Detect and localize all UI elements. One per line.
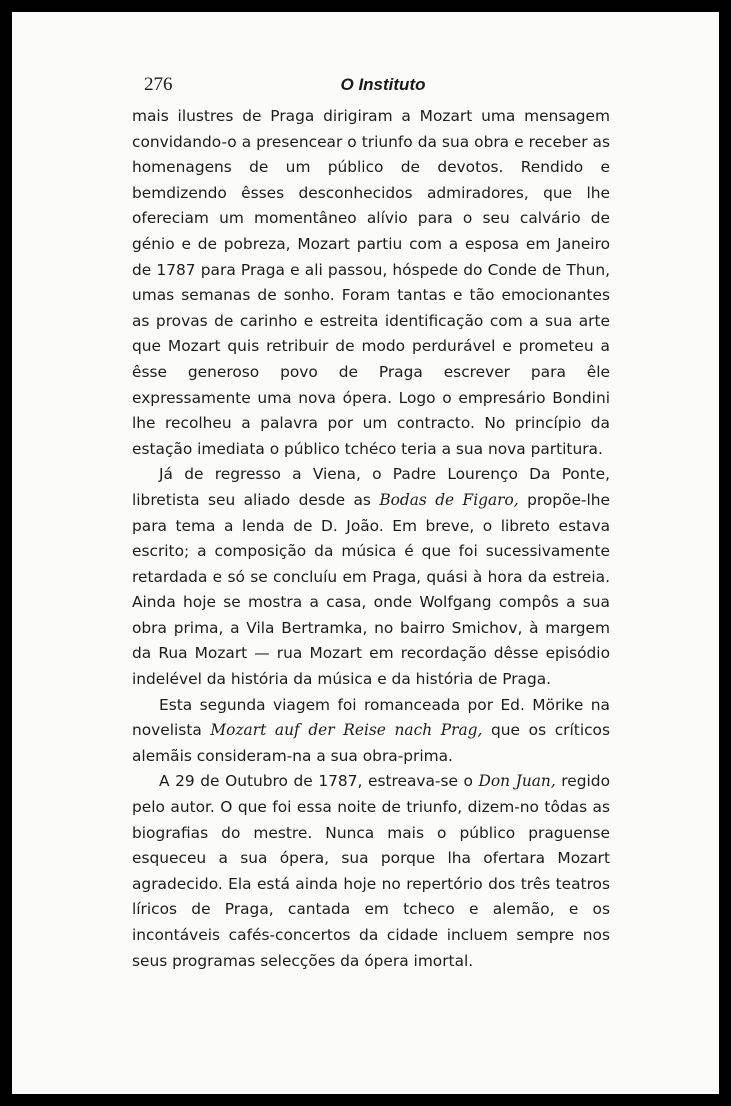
article-body [132,104,610,974]
paragraph-4-text-a: A 29 de Outubro de 1787, estreava-se o [159,772,479,791]
paragraph-3-text-b: que os críticos alemãis consideram-na a sua obra-prima. [132,721,610,765]
running-head [144,74,622,104]
paragraph-3-text-a: Esta segunda viagem foi romanceada por Ed. Mörike na novelista [132,695,610,740]
work-title-mozart-auf-der-reise: Mozart auf der Reise nach Prag, [210,721,483,740]
paragraph-2-text-b: propõe-lhe para tema a lenda de D. João. Em breve, o libreto estava escrito; a composição da música é que foi sucessivamente retardada e só se concluíu em Praga, quási à hora da estreia. Ainda hoje se mostra a casa, onde Wolfgang compôs a sua obra prima, a Vila Bertramka, no bairro Smichov, à margem da Rua Mozart — rua Mozart em recordação dêsse episódio indelével da história da música e da história de Praga. [132,490,610,689]
paragraph-4 [132,769,610,974]
paragraph-1 [132,104,610,462]
paragraph-2 [132,462,610,692]
paragraph-1-text: mais ilustres de Praga dirigiram a Mozart uma mensagem convidando-o a presencear o triunfo da sua obra e receber as homenagens de um público de devotos. Rendido e bemdizendo êsses desconhecidos admiradores, que lhe ofereciam um momentâneo alívio para o seu calvário de génio e de pobreza, Mozart partiu com a esposa em Janeiro de 1787 para Praga e ali passou, hóspede do Conde de Thun, umas semanas de sonho. Foram tantas e tão emocionantes as provas de carinho e estreita identificação com a sua arte que Mozart quis retribuir de modo perdurável e prometeu a êsse generoso povo de Praga escrever para êle expressamente uma nova ópera. Logo o empresário Bondini lhe recolheu a palavra por um contracto. No princípio da estação imediata o público tchéco teria a sua nova partitura. [132,107,610,458]
paragraph-3 [132,693,610,770]
journal-title: O Instituto [340,75,426,94]
work-title-bodas-de-figaro: Bodas de Figaro, [379,490,519,509]
work-title-don-juan: Don Juan, [478,772,556,791]
paragraph-4-text-b: regido pelo autor. O que foi essa noite de triunfo, dizem-no tôdas as biografias do mestre. Nunca mais o público praguense esqueceu a sua ópera, sua porque lha ofertara Mozart agradecido. Ela está ainda hoje no repertório dos três teatros líricos de Praga, cantada em tcheco e alemão, e os incontáveis cafés-concertos da cidade incluem sempre nos seus programas selecções da ópera imortal. [132,772,610,970]
page-number: 276 [144,74,173,95]
paragraph-2-text-a: Já de regresso a Viena, o Padre Lourenço Da Ponte, libretista seu aliado desde as [132,465,610,509]
